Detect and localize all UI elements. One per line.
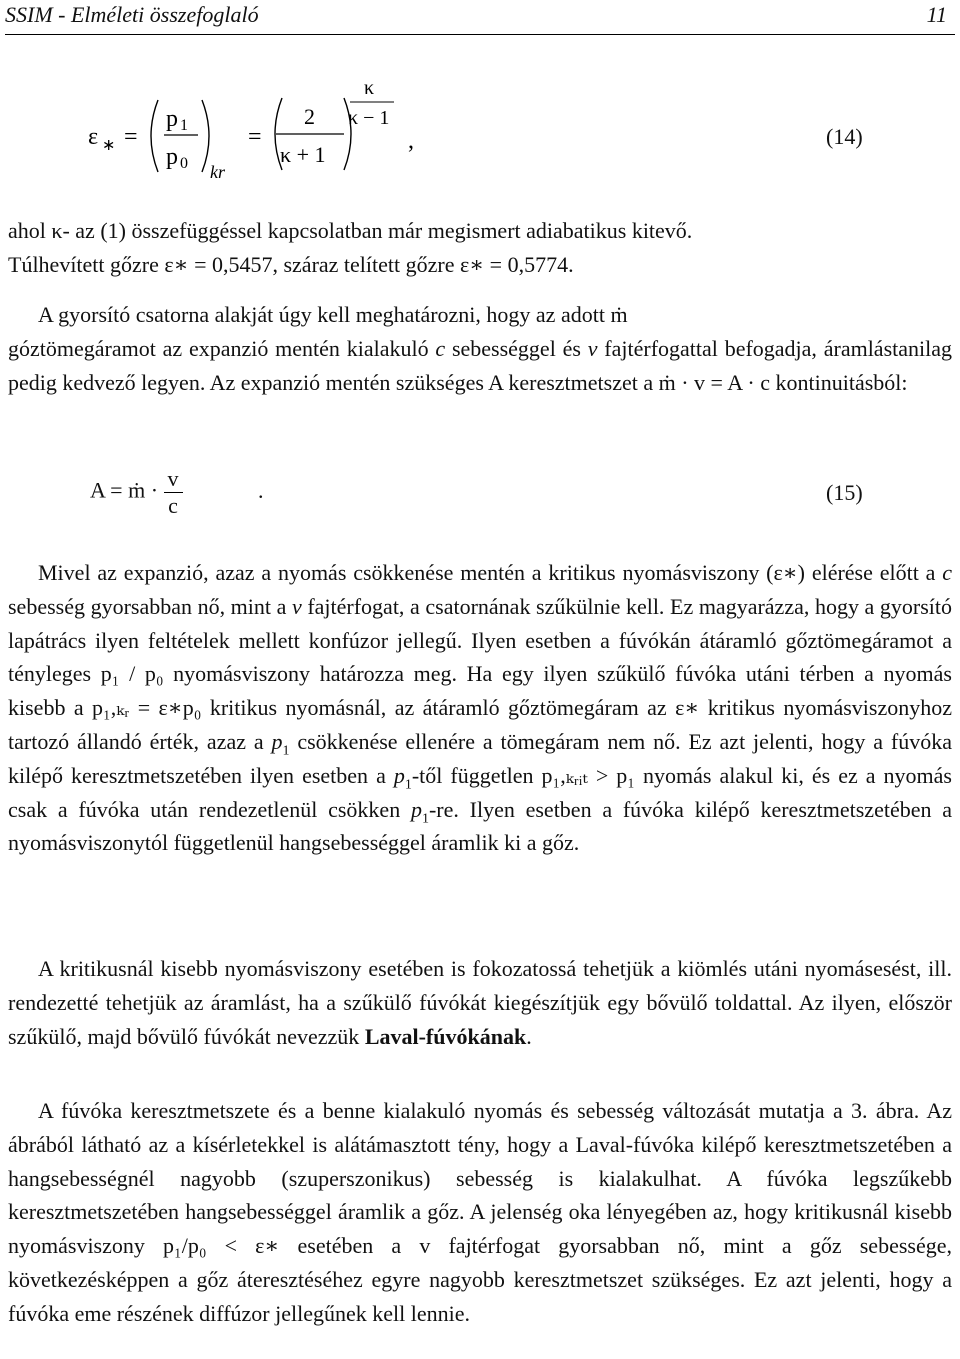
svg-text:κ + 1: κ + 1 (280, 142, 326, 167)
paragraph-4: A kritikusnál kisebb nyomásviszony esetében is fokozatossá tehetjük a kiömlés utáni nyomásesést, ill. rendezetté tehetjük az áramlást, ha a szűkülő fúvókát kiegészítjük egy bővülő toldattal. Az ilyen, először szűkülő, majd bővülő fúvókát nevezzük Laval-fúvókának. (8, 956, 952, 1049)
eq14-equals2: = (248, 124, 262, 150)
page-header (5, 0, 955, 35)
equation-14-number: (14) (826, 124, 863, 149)
paragraph-3: Mivel az expanzió, azaz a nyomás csökkenése mentén a kritikus nyomásviszony (ε∗) elérése előtt a c sebesség gyorsabban nő, mint a v fajtérfogat, a csatornának szűkülnie kell. Ez magyarázza, hogy a gyorsító lapátrács ilyen feltételek mellett konfúzor jellegű. Ilyen esetben a fúvókán átáramló gőztömegáramot a tényleges p₁ / p₀ nyomásviszony határozza meg. Ha egy ilyen szűkülő fúvóka utáni térben a nyomás kisebb a p₁,ₖᵣ = ε∗p₀ kritikus nyomásnál, az átáramló gőztömegáram az ε∗ kritikus nyomásviszonyhoz tartozó állandó érték, azaz a $p_1$ csökkenése ellenére a tömegáram nem nő. Ez azt jelenti, hogy a fúvóka kilépő keresztmetszetében ilyen esetben a $p_1$-től független p₁,ₖᵣᵢₜ > p₁ nyomás alakul ki, és ez a nyomás csak a fúvóka után rendezetlenül csökken $p_1-re$. Ilyen esetben a fúvóka kilépő keresztmetszetében a nyomásviszonytól függetlenül hangsebességgel áramlik ki a gőz. (8, 560, 953, 856)
svg-text:2: 2 (304, 104, 315, 129)
equation-14 (80, 72, 440, 192)
page-number: 11 (926, 2, 947, 27)
paragraph-5: A fúvóka keresztmetszete és a benne kialakuló nyomás és sebesség változását mutatja a 3. ábra. Az ábrából látható az a kísérletekkel is alátámasztott tény, hogy a Laval-fúvóka kilépő keresztmetszetében a hangsebességnél nagyobb (szuperszonikus) sebesség is kialakulhat. A fúvóka legszűkebb keresztmetszetében hangsebességgel áramlik a gőz. A jelenség oka lényegében az, hogy kritikusnál kisebb nyomásviszony p₁/p₀ < ε∗ esetében a v fajtérfogat gyorsabban nő, mint a gőz sebessége, következésképpen a gőz áteresztéséhez egyre nagyobb keresztmetszet szükséges. Ez azt jelenti, hogy a fúvóka eme részének diffúzor jellegűnek kell lennie. (8, 1098, 952, 1326)
svg-text:p: p (166, 144, 178, 170)
header-title: SSIM - Elméleti összefoglaló (5, 2, 259, 27)
paragraph-1: ahol κ- az (1) összefüggéssel kapcsolatban már megismert adiabatikus kitevő. Túlhevített gőzre ε∗ = 0,5457, száraz telített gőzre ε∗ = 0,5774. (8, 218, 693, 277)
eq14-kr: kr (210, 162, 225, 182)
equation-15-number: (15) (826, 480, 863, 505)
laval-term: Laval-fúvókának (364, 1023, 527, 1049)
paragraph-2: A gyorsító csatorna alakját úgy kell meghatározni, hogy az adott ṁ góztömegáramot az expanzió mentén kialakuló c sebességgel és v fajtérfogattal befogadja, áramlástanilag pedig kedvező legyen. Az expanzió mentén szükséges A keresztmetszet a ṁ · v = A · c kontinuitásból: (8, 302, 952, 395)
eq14-equals1: = (124, 124, 138, 150)
svg-text:1: 1 (180, 117, 188, 134)
svg-text:κ: κ (364, 77, 375, 99)
eq14-star: ∗ (102, 137, 116, 154)
svg-text:κ − 1: κ − 1 (348, 107, 390, 129)
equation-15: A = ṁ · $\frac{v}{c}$ . (90, 466, 264, 518)
eq14-epsilon: ε (88, 124, 99, 150)
svg-text:0: 0 (180, 155, 188, 172)
svg-text:,: , (408, 128, 414, 154)
svg-text:p: p (166, 106, 178, 132)
continuity-formula: ṁ · v = A · c (658, 369, 771, 395)
